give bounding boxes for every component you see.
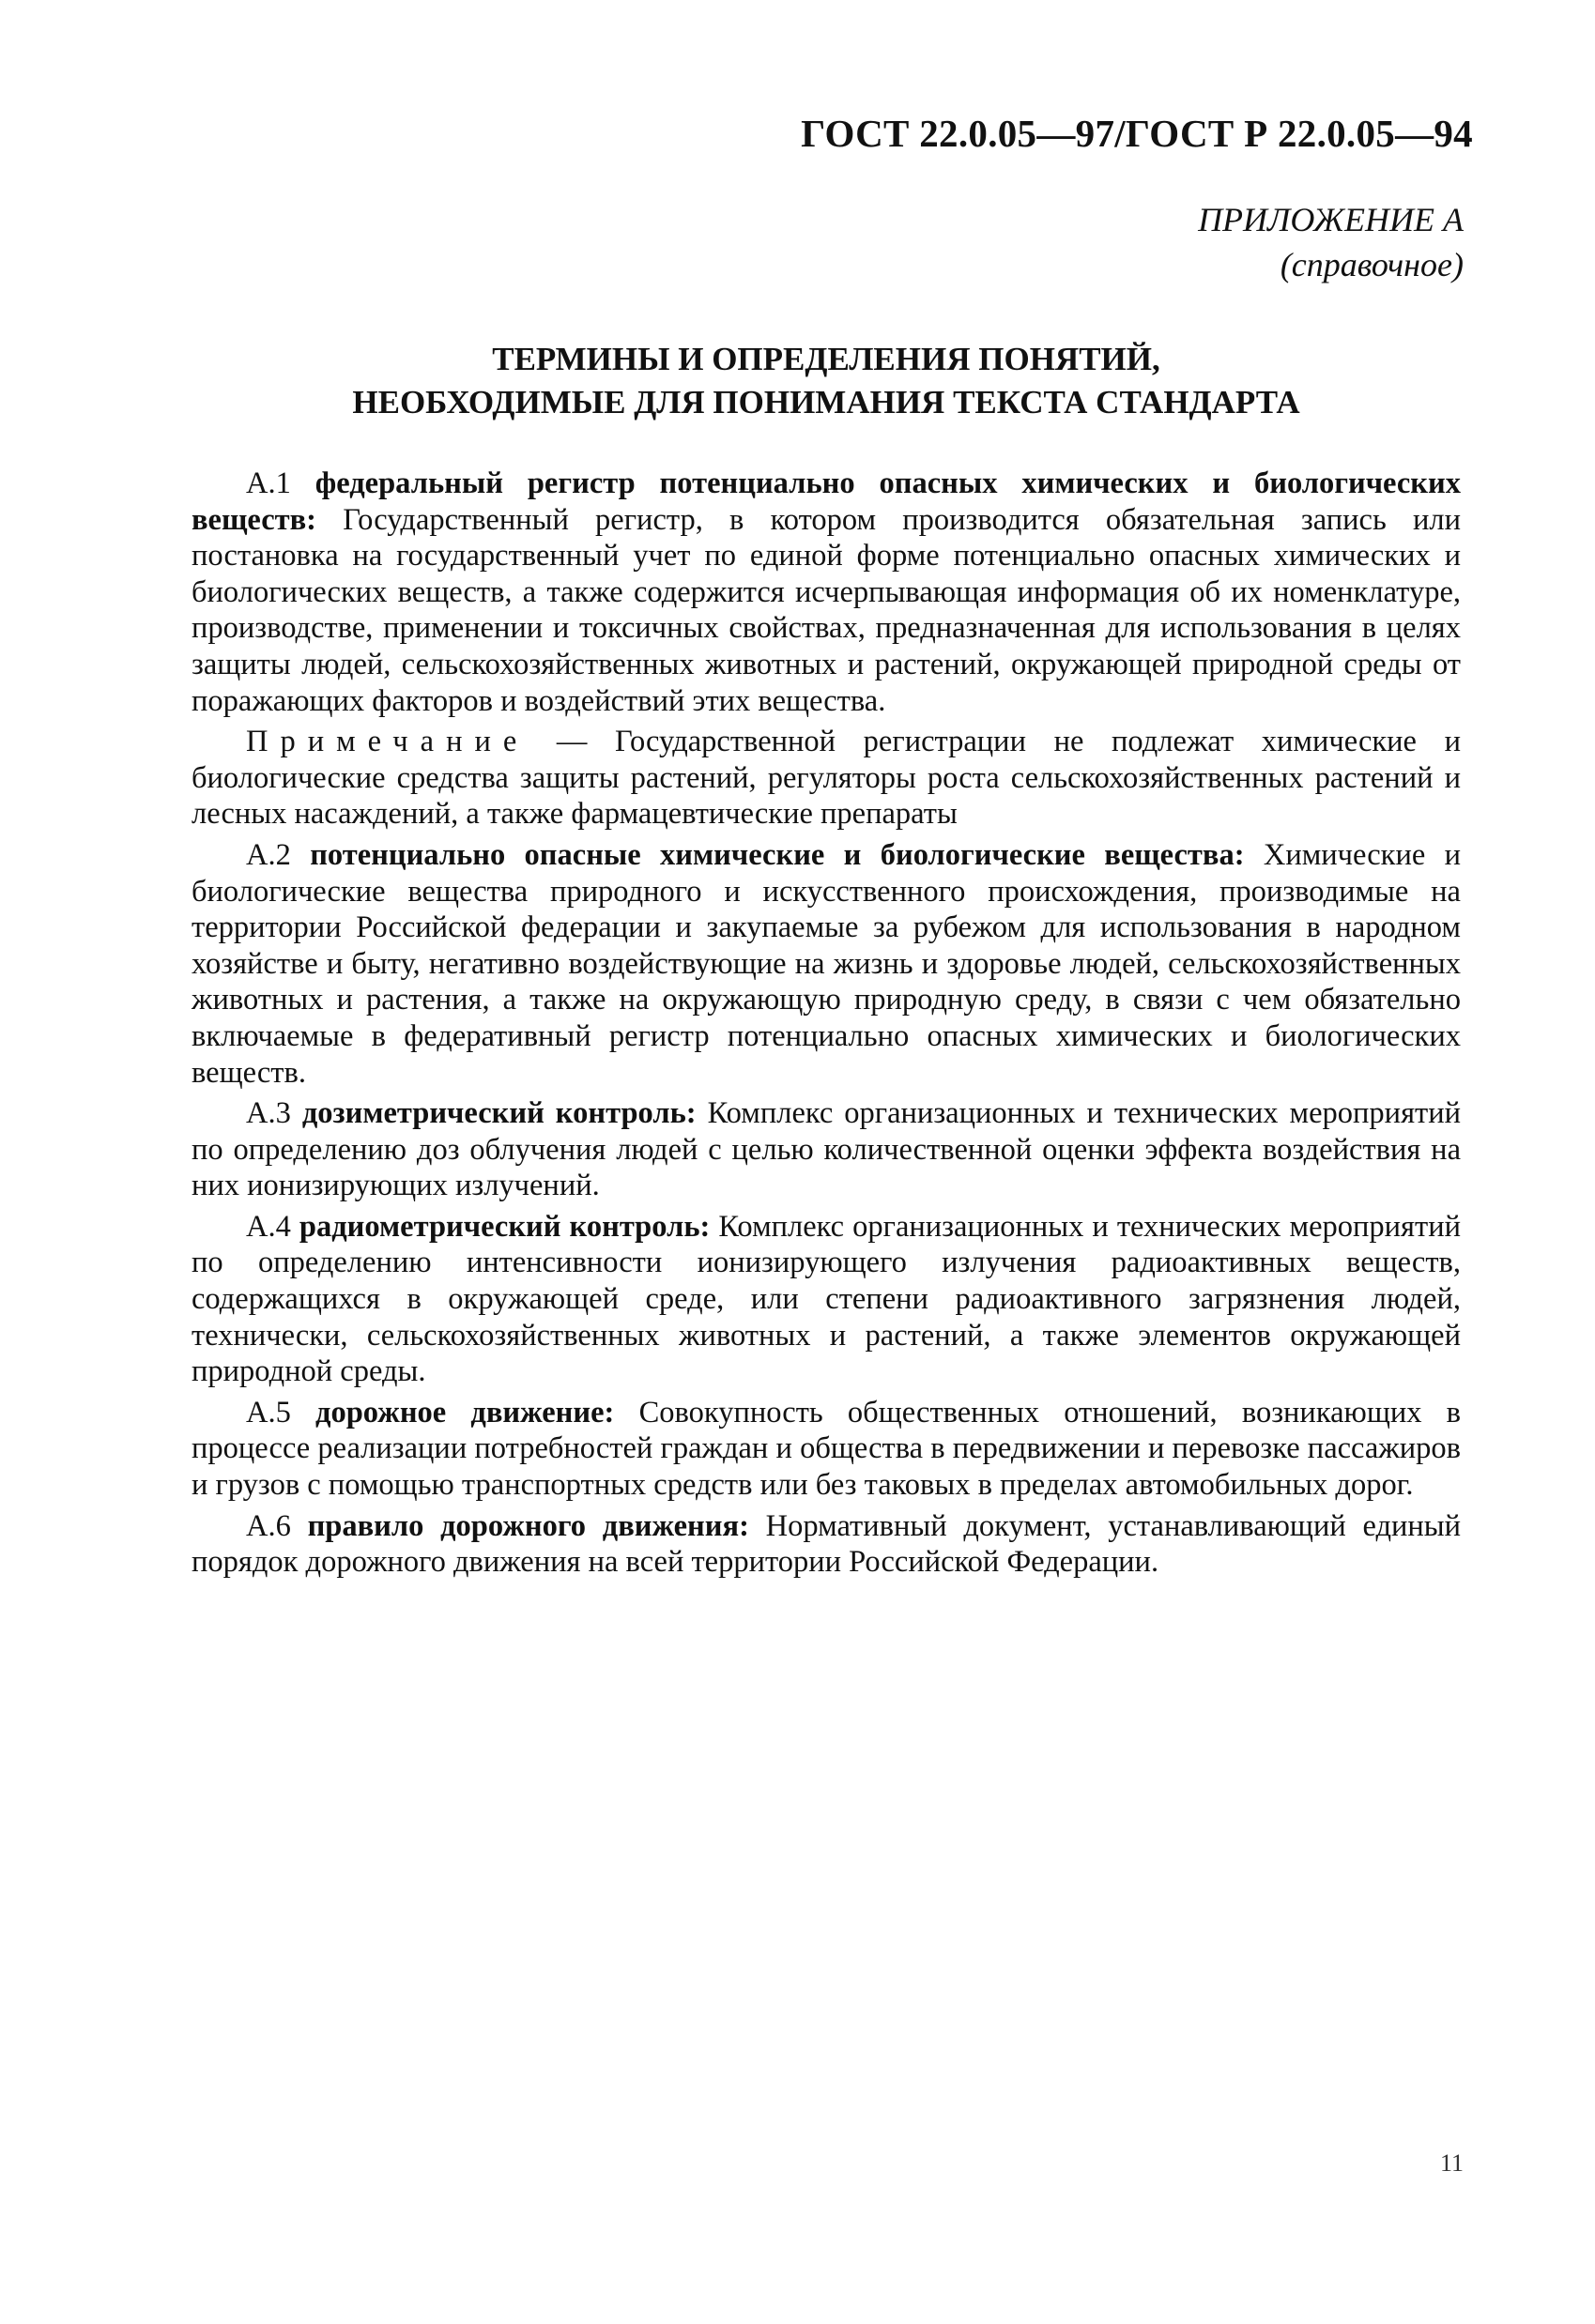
- term-number: А.3: [246, 1096, 291, 1131]
- term-paragraph-a1: [192, 466, 1461, 719]
- term-definition: Комплекс организационных и технических мероприятий по определению интенсивности ионизирующего излучения радиоактивных веществ, содержащихся в окружающей среде, или степени радиоактивного загрязнения людей, технически, сельскохозяйственных животных и растений, а также элементов окружающей природной среды.: [192, 1209, 1461, 1389]
- page-number: 11: [1439, 2149, 1464, 2177]
- term-number: А.2: [246, 837, 291, 872]
- term-definition: Государственный регистр, в котором производится обязательная запись или постановка на государственный учет по единой форме потенциально опасных химических и биологических веществ, а также содержится исчерпывающая информация об их номенклатуре, производстве, применении и токсичных свойствах, предназначенная для использования в целях защиты людей, сельскохозяйственных животных и растений, окружающей природной среды от поражающих факторов и воздействий этих вещества.: [192, 502, 1461, 718]
- note-paragraph: [192, 724, 1461, 833]
- appendix-type: (справочное): [1280, 246, 1464, 283]
- term-number: А.4: [246, 1209, 291, 1244]
- term-name: федеральный регистр потенциально опасных химических и биологических веществ:: [192, 466, 1462, 537]
- term-name: дорожное движение:: [315, 1395, 615, 1430]
- term-name: радиометрический контроль:: [299, 1209, 711, 1244]
- document-code-header: ГОСТ 22.0.05—97/ГОСТ Р 22.0.05—94: [801, 112, 1473, 155]
- term-definition: Химические и биологические вещества природного и искусственного происхождения, производимые на территории Российской федерации и закупаемые за рубежом для использования в народном хозяйстве и быту, негативно воздействующие на жизнь и здоровье людей, сельскохозяйственных животных и растения, а также на окружающую природную среду, в связи с чем обязательно включаемые в федеративный регистр потенциально опасных химических и биологических веществ.: [192, 837, 1462, 1090]
- term-paragraph-a6: [192, 1508, 1461, 1581]
- term-paragraph-a5: [192, 1395, 1461, 1504]
- term-number: А.5: [246, 1395, 291, 1430]
- term-number: А.6: [246, 1508, 291, 1543]
- appendix-label-block: [1198, 197, 1464, 287]
- section-title-line-2: НЕОБХОДИМЫЕ ДЛЯ ПОНИМАНИЯ ТЕКСТА СТАНДАРТА: [352, 384, 1300, 420]
- note-text: — Государственной регистрации не подлежат химические и биологические средства защиты растений, регуляторы роста сельскохозяйственных растений и лесных насаждений, а также фармацевтические препараты: [192, 725, 1461, 832]
- term-number: А.1: [246, 466, 291, 500]
- terms-body: [192, 466, 1461, 1585]
- section-title: [188, 338, 1465, 424]
- term-paragraph-a2: [192, 837, 1461, 1091]
- term-name: дозиметрический контроль:: [301, 1096, 697, 1131]
- term-definition: Совокупность общественных отношений, возникающих в процессе реализации потребностей граждан и общества в передвижении и перевозке пассажиров и грузов с помощью транспортных средств или без таковых в пределах автомобильных дорог.: [192, 1395, 1462, 1503]
- note-label: Примечание: [246, 725, 529, 759]
- term-name: правило дорожного движения:: [307, 1508, 749, 1543]
- term-name: потенциально опасные химические и биологические вещества:: [310, 837, 1245, 872]
- appendix-label: ПРИЛОЖЕНИЕ А: [1198, 201, 1464, 238]
- section-title-line-1: ТЕРМИНЫ И ОПРЕДЕЛЕНИЯ ПОНЯТИЙ,: [492, 341, 1160, 377]
- term-definition: Комплекс организационных и технических мероприятий по определению доз облучения людей с целью количественной оценки эффекта воздействия на них ионизирующих излучений.: [192, 1096, 1462, 1203]
- term-definition: Нормативный документ, устанавливающий единый порядок дорожного движения на всей территории Российской Федерации.: [192, 1508, 1461, 1580]
- term-paragraph-a3: [192, 1095, 1461, 1204]
- term-paragraph-a4: [192, 1209, 1461, 1390]
